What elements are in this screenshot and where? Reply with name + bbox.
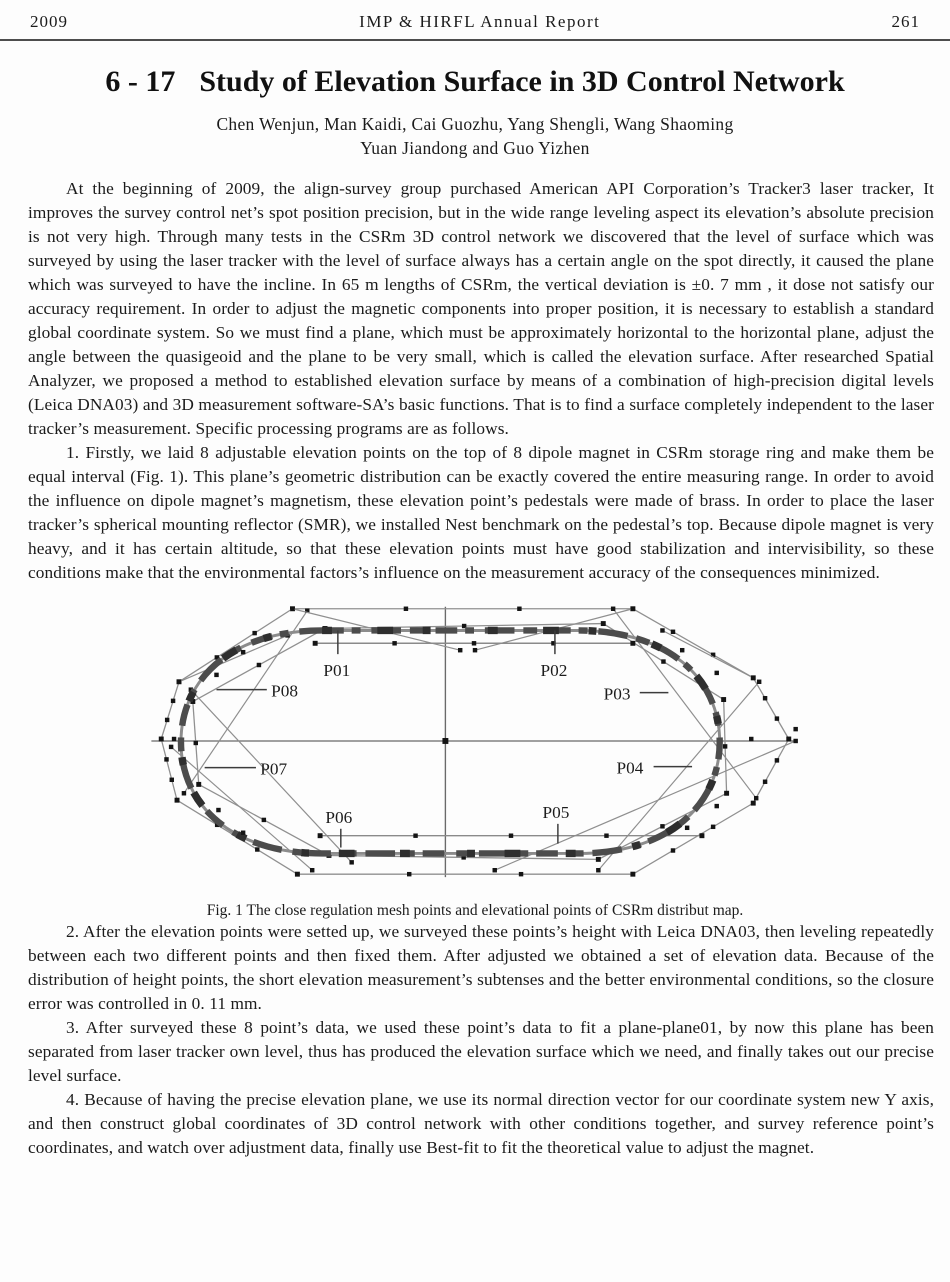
author-list xyxy=(0,112,950,160)
article-title xyxy=(20,65,930,99)
figure-1-caption: Fig. 1 The close regulation mesh points and elevational points of CSRm distribut map. xyxy=(206,902,744,919)
header-year: 2009 xyxy=(30,12,68,31)
article-body-after-figure xyxy=(28,920,934,1160)
figure-point-label-p07: P07 xyxy=(260,759,288,779)
figure-point-label-p06: P06 xyxy=(325,807,353,827)
figure-point-label-p04: P04 xyxy=(616,758,644,778)
page-header xyxy=(0,0,950,41)
paragraph-step1: 1. Firstly, we laid 8 adjustable elevation points on the top of 8 dipole magnet in CSRm storage ring and make them be equal interval (Fig. 1). This plane’s geometric distribution can be exactly covered the entire measuring range. In order to avoid the influence on dipole magnet’s magnetism, these elevation point’s pedestals were made of brass. In order to place the laser tracker’s spherical mounting reflector (SMR), we installed Nest benchmark on the pedestal’s top. Because dipole magnet is very heavy, and it has certain altitude, so that these elevation points must have good stabilization and intervisibility, so these conditions make that the environmental factors’s influence on the measurement accuracy of the consequences minimized. xyxy=(28,443,934,582)
header-journal-title: IMP & HIRFL Annual Report xyxy=(359,12,601,31)
figure-point-label-p02: P02 xyxy=(540,660,568,680)
article-section-number: 6 - 17 xyxy=(105,65,176,98)
article-body xyxy=(28,177,934,585)
paragraph-intro: At the beginning of 2009, the align-survey group purchased American API Corporation’s Tracker3 laser tracker, It improves the survey control net’s spot position precision, but in the wide range leveling aspect its elevation’s absolute precision is not very high. Through many tests in the CSRm 3D control network we discovered that the level of surface which was surveyed by using the laser tracker with the level of surface always has a certain angle on the spot directly, it caused the plane which was surveyed to have the incline. In 65 m lengths of CSRm, the vertical deviation is ±0. 7 mm , it dose not satisfy our accuracy requirement. In order to adjust the magnetic components into proper position, it is necessary to establish a standard global coordinate system. So we must find a plane, which must be approximately horizontal to the horizontal plane, adjust the angle between the quasigeoid and the plane to be very small, which is called the elevation surface. After researched Spatial Analyzer, we proposed a method to established elevation surface by means of a combination of high-precision digital levels (Leica DNA03) and 3D measurement software-SA’s basic functions. That is to find a surface completely independent to the laser tracker’s measurement. Specific processing programs are as follows. xyxy=(28,179,934,438)
authors-line-2: Yuan Jiandong and Guo Yizhen xyxy=(360,138,590,158)
figure-point-label-p01: P01 xyxy=(323,660,351,680)
header-page-number: 261 xyxy=(891,12,920,31)
figure-point-label-p05: P05 xyxy=(542,802,570,822)
paragraph-step2: 2. After the elevation points were setted up, we surveyed these points’s height with Leica DNA03, then leveling repeatedly between each two different points and then fixed them. After adjusted we obtained a set of elevation data. Because of the distribution of height points, the short elevation measurement’s subtenses and the better environmental conditions, so the closure error was controlled in 0. 11 mm. xyxy=(28,922,934,1013)
authors-line-1: Chen Wenjun, Man Kaidi, Cai Guozhu, Yang Shengli, Wang Shaoming xyxy=(216,114,734,134)
figure-1 xyxy=(0,591,950,920)
paragraph-step3: 3. After surveyed these 8 point’s data, we used these point’s data to fit a plane-plane01, by now this plane has been separated from laser tracker own level, thus has produced the elevation surface which we need, and finally takes out our precise level surface. xyxy=(28,1018,934,1085)
csrm-ring-diagram xyxy=(145,591,805,887)
article-title-text: Study of Elevation Surface in 3D Control Network xyxy=(199,65,845,98)
figure-point-label-p03: P03 xyxy=(603,684,631,704)
paragraph-step4: 4. Because of having the precise elevation plane, we use its normal direction vector for our coordinate system new Y axis, and then construct global coordinates of 3D control network with other conditions together, and survey reference point’s coordinates, and watch over adjustment data, finally use Best-fit to fit the theoretical value to adjust the magnet. xyxy=(28,1090,934,1157)
figure-point-label-p08: P08 xyxy=(271,681,298,701)
